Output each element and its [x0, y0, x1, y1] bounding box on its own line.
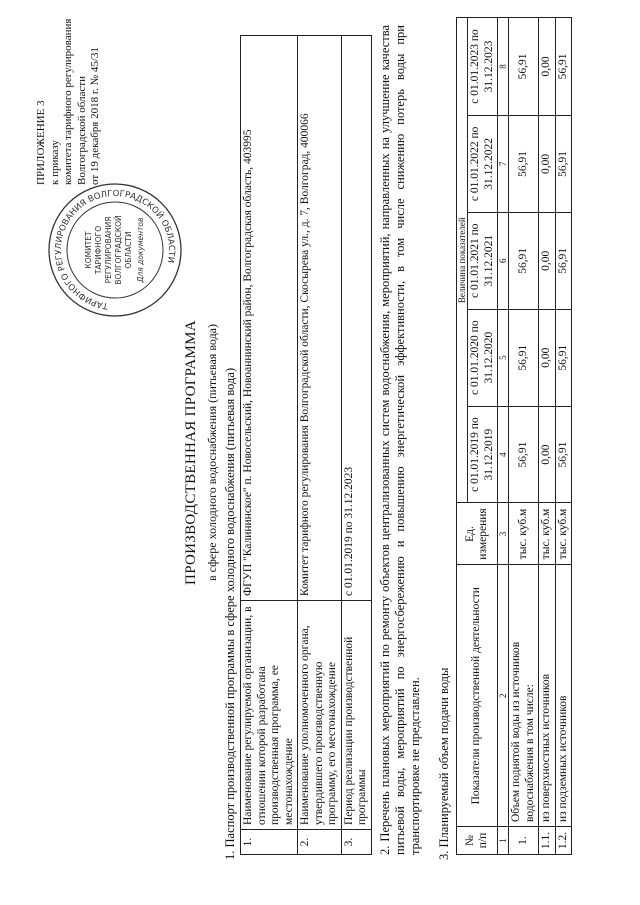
col-number: 4 — [498, 406, 509, 503]
water-volume-table — [456, 17, 572, 855]
document-title: ПРОИЗВОДСТВЕННАЯ ПРОГРАММА — [183, 320, 199, 585]
passport-num: 2. — [298, 830, 342, 855]
row-value: 56,91 — [555, 309, 572, 406]
col-number: 7 — [498, 115, 509, 212]
header-period: с 01.01.2020 по 31.12.2020 — [468, 309, 498, 406]
appendix-line-4: Волгоградской области — [75, 76, 88, 185]
table-row — [509, 18, 539, 855]
appendix-header — [35, 5, 103, 305]
seal-inner-6: Для документов — [136, 217, 145, 283]
row-indicator: Объем поднятой воды из источников водоснабжения в том числе: — [509, 565, 539, 827]
header-period: с 01.01.2021 по 31.12.2021 — [468, 212, 498, 309]
row-value: 56,91 — [509, 18, 539, 116]
col-number: 5 — [498, 309, 509, 406]
passport-num: 1. — [241, 830, 298, 855]
row-num: 1.1. — [539, 827, 556, 855]
seal-inner-4: ВОЛГОГРАДСКОЙ — [114, 215, 123, 285]
row-num: 1. — [509, 827, 539, 855]
seal-inner-1: КОМИТЕТ — [84, 231, 93, 269]
appendix-line-5: от 19 декабря 2018 г. № 45/31 — [89, 47, 101, 185]
table-row — [298, 36, 342, 855]
table-row — [555, 18, 572, 855]
row-unit: тыс. куб.м — [539, 503, 556, 565]
table-header-row — [457, 18, 468, 855]
appendix-line-2: к приказу — [48, 139, 61, 185]
passport-value: Комитет тарифного регулирования Волгоградской области, Скосырева ул., д. 7, Волгоград, 400066 — [298, 36, 342, 601]
row-unit: тыс. куб.м — [555, 503, 572, 565]
seal-outer-text: ТАРИФНОГО РЕГУЛИРОВАНИЯ ВОЛГОГРАДСКОЙ ОБЛАСТИ — [53, 188, 177, 311]
appendix-line-3: комитета тарифного регулирования — [62, 18, 74, 185]
row-value: 56,91 — [555, 18, 572, 116]
row-value: 56,91 — [509, 212, 539, 309]
section-2-text: 2. Перечень плановых мероприятий по ремонту объектов централизованных систем водоснабжения, мероприятий, направленных на улучшение качества питьевой воды, мероприятий по энергосбережению и повышению энергетической эффективности, в том числе снижению потерь воды при транспортировке не представлен. — [378, 25, 422, 855]
document-subtitle: в сфере холодного водоснабжения (питьевая вода) — [205, 324, 219, 581]
passport-num: 3. — [341, 830, 371, 855]
row-num: 1.2. — [555, 827, 572, 855]
row-value: 56,91 — [509, 406, 539, 503]
column-number-row — [498, 18, 509, 855]
passport-name: Наименование регулируемой организации, в отношении которой разработана производственная программа, ее местонахождение — [241, 601, 298, 830]
table-row — [539, 18, 556, 855]
row-indicator: из поверхностных источников — [539, 565, 556, 827]
row-value: 0,00 — [539, 18, 556, 116]
header-unit: Ед. измерения — [457, 503, 498, 565]
passport-name: Период реализации производственной программы — [341, 601, 371, 830]
seal-inner-3: РЕГУЛИРОВАНИЯ — [104, 216, 113, 284]
header-indicator: Показатели производственной деятельности — [457, 565, 498, 827]
seal-inner-5: ОБЛАСТИ — [124, 231, 133, 269]
table-row — [341, 36, 371, 855]
header-period: с 01.01.2023 по 31.12.2023 — [468, 18, 498, 116]
col-number: 2 — [498, 565, 509, 827]
row-value: 0,00 — [539, 212, 556, 309]
passport-table — [240, 35, 372, 855]
section-3-heading: 3. Планируемый объем подачи воды — [437, 667, 451, 860]
section-1-heading: 1. Паспорт производственной программы в сфере холодного водоснабжения (питьевая вода) — [223, 367, 237, 860]
row-value: 0,00 — [539, 406, 556, 503]
header-period: с 01.01.2022 по 31.12.2022 — [468, 115, 498, 212]
row-value: 56,91 — [555, 406, 572, 503]
row-unit: тыс. куб.м — [509, 503, 539, 565]
row-value: 0,00 — [539, 115, 556, 212]
row-value: 56,91 — [509, 115, 539, 212]
header-group: Величина показателей — [457, 18, 468, 504]
row-value: 0,00 — [539, 309, 556, 406]
row-value: 56,91 — [555, 212, 572, 309]
col-number: 3 — [498, 503, 509, 565]
appendix-line-1: ПРИЛОЖЕНИЕ 3 — [35, 100, 47, 185]
passport-value: ФГУП "Калининское" п. Новосельский, Новоаннинский район, Волгоградская область, 403995 — [241, 36, 298, 601]
row-value: 56,91 — [555, 115, 572, 212]
table-row — [241, 36, 298, 855]
passport-value: с 01.01.2019 по 31.12.2023 — [341, 36, 371, 601]
passport-name: Наименование уполномоченного органа, утвердившего производственную программу, его местонахождение — [298, 601, 342, 830]
row-value: 56,91 — [509, 309, 539, 406]
header-num: № п/п — [457, 827, 498, 855]
col-number: 8 — [498, 18, 509, 116]
col-number: 6 — [498, 212, 509, 309]
row-indicator: из подземных источников — [555, 565, 572, 827]
seal-inner-2: ТАРИФНОГО — [94, 225, 103, 275]
header-period: с 01.01.2019 по 31.12.2019 — [468, 406, 498, 503]
col-number: 1 — [498, 827, 509, 855]
